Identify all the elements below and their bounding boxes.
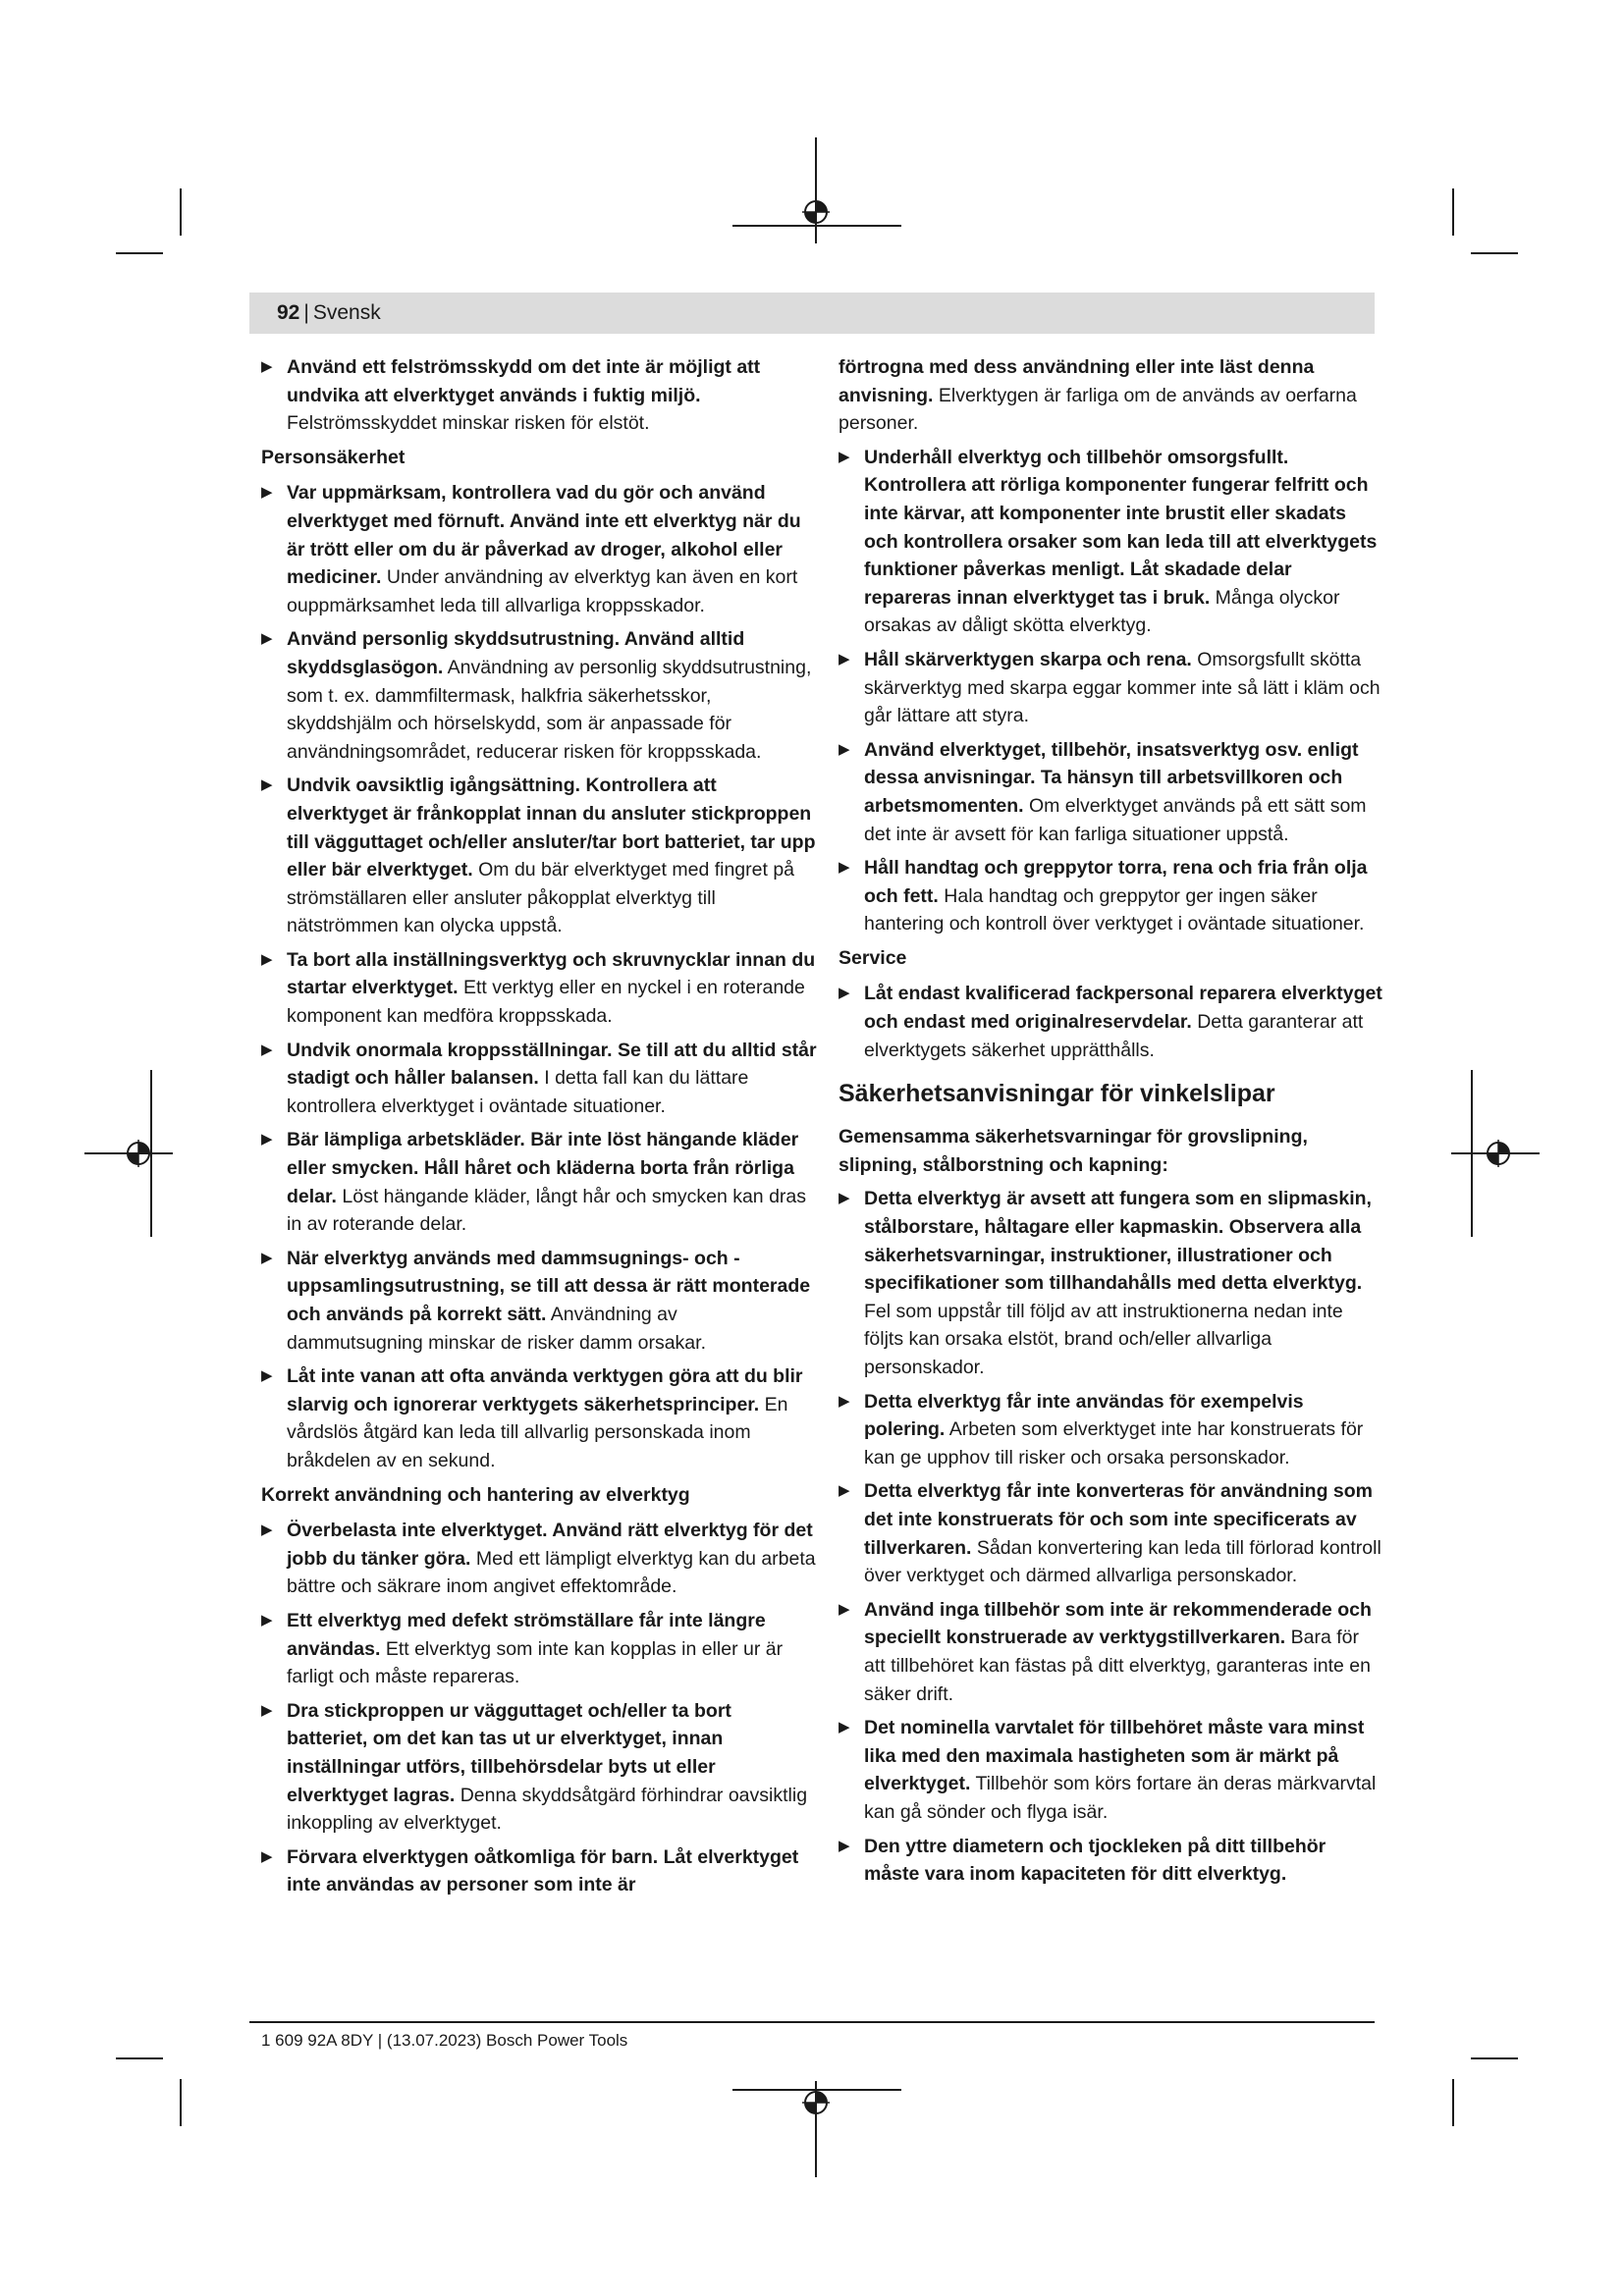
list-item: [261, 479, 817, 619]
item-lead: Håll skärverktygen skarpa och rena.: [864, 648, 1192, 670]
continued-item: [839, 353, 1382, 438]
list-item: [839, 1388, 1382, 1472]
list-item: [839, 1714, 1382, 1826]
item-lead: Dra stickproppen ur vägguttaget och/eller ta bort batteriet, om det kan tas ut ur elverktyget, innan inställningar utförs, tillbehörsdelar byts ut eller elverktyget lagras.: [287, 1699, 731, 1806]
crop-mark: [1471, 2057, 1518, 2059]
item-lead: Detta elverktyg får inte användas för exempelvis polering.: [864, 1390, 1304, 1441]
list-general: [839, 444, 1382, 938]
crop-mark: [1452, 2079, 1454, 2126]
item-text: Detta garanterar att elverktygets säkerhet upprätthålls.: [864, 1011, 1364, 1061]
item-text: Felströmsskyddet minskar risken för elstöt.: [287, 412, 650, 435]
list-angle-grinder: [839, 1185, 1382, 1888]
bullet-arrow-icon: ▶: [261, 776, 273, 794]
item-text: Arbeten som elverktyget inte har konstruerats för kan ge upphov till risker och orsaka personskador.: [864, 1418, 1364, 1468]
item-lead: Håll handtag och greppytor torra, rena och fria från olja och fett.: [864, 857, 1368, 907]
list-item: [839, 1185, 1382, 1381]
right-column: [839, 353, 1382, 1895]
registration-line: [815, 137, 817, 243]
list-item: [839, 1833, 1382, 1889]
bullet-arrow-icon: ▶: [261, 1367, 273, 1385]
item-lead: Ta bort alla inställningsverktyg och skruvnycklar innan du startar elverktyget.: [287, 948, 816, 999]
list-item: [261, 772, 817, 940]
bullet-arrow-icon: ▶: [839, 448, 850, 465]
item-lead: Använd ett felströmsskydd om det inte är möjligt att undvika att elverktyget används i fuktig miljö.: [287, 356, 761, 406]
item-lead: Den yttre diametern och tjockleken på ditt tillbehör måste vara inom kapaciteten för ditt elverktyg.: [864, 1835, 1326, 1886]
item-text: Om elverktyget används på ett sätt som det inte är avsett för kan farliga situationer uppstå.: [864, 794, 1367, 845]
item-text: Omsorgsfullt skötta skärverktyg med skarpa eggar kommer inte så lätt i kläm och går lättare att styra.: [864, 648, 1380, 727]
crop-mark: [180, 188, 182, 236]
item-text: Många olyckor orsakas av dåligt skötta elverktyg.: [864, 586, 1340, 637]
item-lead: Låt inte vanan att ofta använda verktygen göra att du blir slarvig och ignorerar verktygets säkerhetsprinciper.: [287, 1365, 803, 1415]
list-item: [839, 1596, 1382, 1708]
bullet-arrow-icon: ▶: [261, 1131, 273, 1148]
item-text: Med ett lämpligt elverktyg kan du arbeta bättre och säkrare inom angivet effektområde.: [287, 1547, 816, 1598]
item-lead: Överbelasta inte elverktyget. Använd rätt elverktyg för det jobb du tänker göra.: [287, 1520, 813, 1570]
item-text: Bara för att tillbehöret kan fästas på ditt elverktyg, garanteras inte en säker drift.: [864, 1627, 1371, 1705]
item-lead: Detta elverktyg är avsett att fungera som en slipmaskin, stålborstare, håltagare eller kapmaskin. Observera alla säkerhetsvarningar, instruktioner, illustrationer och specifikationer som tillhandahålls med detta elverktyg.: [864, 1188, 1372, 1295]
bullet-arrow-icon: ▶: [261, 1611, 273, 1629]
item-text: En vårdslös åtgärd kan leda till allvarlig personskada inom bråkdelen av en sekund.: [287, 1393, 788, 1471]
bullet-arrow-icon: ▶: [261, 1041, 273, 1058]
item-text: I detta fall kan du lättare kontrollera elverktyget i oväntade situationer.: [287, 1067, 749, 1117]
bullet-arrow-icon: ▶: [839, 985, 850, 1002]
list-item: [839, 444, 1382, 640]
bullet-arrow-icon: ▶: [839, 859, 850, 877]
section-heading-personal: Personsäkerhet: [261, 446, 406, 468]
list-item: [839, 854, 1382, 938]
registration-target-icon: [802, 2089, 830, 2116]
item-text: Användning av dammutsugning minskar de risker damm orsakar.: [287, 1304, 706, 1354]
item-lead: Underhåll elverktyg och tillbehör omsorgsfullt. Kontrollera att rörliga komponenter fungerar felfritt och inte kärvar, att komponenter inte brustit eller skadats och kontrollera orsaker som kan leda till att elverktygets funktioner påverkas menligt. Låt skadade delar repareras innan elverktyget tas i bruk.: [864, 446, 1378, 609]
list-item: [261, 1126, 817, 1238]
list-correct-use: [261, 1517, 817, 1899]
crop-mark: [1452, 188, 1454, 236]
footer-rule: [249, 2021, 1375, 2023]
bullet-arrow-icon: ▶: [261, 1249, 273, 1266]
item-text: Tillbehör som körs fortare än deras märkvarvtal kan gå sönder och flyga isär.: [864, 1773, 1377, 1823]
list-item: [261, 625, 817, 766]
page-footer: 1 609 92A 8DY | (13.07.2023) Bosch Power Tools: [261, 2031, 628, 2050]
list-item: [261, 353, 817, 438]
header-language: Svensk: [312, 301, 381, 324]
item-text: Användning av personlig skyddsutrustning, som t. ex. dammfiltermask, halkfria säkerhetsskor, skyddshjälm och hörselskydd, som är anpassade för användningsområdet, reducerar risken för kroppsskada.: [287, 656, 812, 763]
bullet-arrow-icon: ▶: [839, 1600, 850, 1618]
item-text: Löst hängande kläder, långt hår och smycken kan dras in av roterande delar.: [287, 1185, 807, 1236]
item-lead: Det nominella varvtalet för tillbehöret måste vara minst lika med den maximala hastigheten som är märkt på elverktyget.: [864, 1717, 1365, 1795]
list-item: [261, 946, 817, 1031]
list-item: [261, 1037, 817, 1121]
list-item: [261, 1697, 817, 1838]
item-lead: Var uppmärksam, kontrollera vad du gör och använd elverktyget med förnuft. Använd inte ett elverktyg när du är trött eller om du är påverkad av droger, alkohol eller mediciner.: [287, 482, 801, 589]
crop-mark: [180, 2079, 182, 2126]
left-column: [261, 353, 817, 1905]
registration-target-icon: [125, 1140, 152, 1167]
bullet-arrow-icon: ▶: [839, 650, 850, 667]
group-heading: Gemensamma säkerhetsvarningar för grovslipning, slipning, stålborstning och kapning:: [839, 1126, 1308, 1176]
registration-target-icon: [1485, 1140, 1512, 1167]
page-header: [277, 300, 381, 326]
item-text: Fel som uppstår till följd av att instruktionerna nedan inte följts kan orsaka elstöt, brand och/eller allvarliga personskador.: [864, 1300, 1343, 1378]
item-text: Om du bär elverktyget med fingret på strömställaren eller ansluter påkopplat elverktyg till nätströmmen kan olycka uppstå.: [287, 859, 795, 937]
item-text: Ett verktyg eller en nyckel i en roterande komponent kan medföra kroppsskada.: [287, 977, 805, 1028]
item-text: Denna skyddsåtgärd förhindrar oavsiktlig inkoppling av elverktyget.: [287, 1784, 808, 1835]
bullet-arrow-icon: ▶: [839, 1482, 850, 1500]
header-separator: |: [303, 301, 309, 324]
item-lead: Bär lämpliga arbetskläder. Bär inte löst hängande kläder eller smycken. Håll håret och kläderna borta från rörliga delar.: [287, 1129, 799, 1207]
bullet-arrow-icon: ▶: [261, 950, 273, 968]
bullet-arrow-icon: ▶: [839, 1190, 850, 1207]
crop-mark: [1471, 252, 1518, 254]
bullet-arrow-icon: ▶: [261, 1522, 273, 1539]
item-lead: Detta elverktyg får inte konverteras för användning som det inte konstruerats för och som inte specificerats av tillverkaren.: [864, 1480, 1373, 1559]
item-text: Ett elverktyg som inte kan kopplas in eller ur är farligt och måste repareras.: [287, 1637, 784, 1688]
page-header-band: [249, 293, 1375, 334]
list-item: [261, 1517, 817, 1601]
bullet-arrow-icon: ▶: [261, 358, 273, 375]
registration-target-icon: [802, 198, 830, 226]
bullet-arrow-icon: ▶: [839, 1392, 850, 1410]
bullet-arrow-icon: ▶: [261, 484, 273, 502]
list-personal: [261, 479, 817, 1474]
item-lead: Undvik oavsiktlig igångsättning. Kontrollera att elverktyget är frånkopplat innan du ansluter stickproppen till vägguttaget och/eller ansluter/tar bort batteriet, tar upp eller bär elverktyget.: [287, 774, 816, 881]
bullet-arrow-icon: ▶: [261, 1701, 273, 1719]
list-item: [261, 1607, 817, 1691]
list-item: [839, 980, 1382, 1064]
item-lead: Använd elverktyget, tillbehör, insatsverktyg osv. enligt dessa anvisningar. Ta hänsyn till arbetsvillkoren och arbetsmomenten.: [864, 738, 1359, 817]
item-text: Under användning av elverktyg kan även en kort ouppmärksamhet leda till allvarliga kroppsskador.: [287, 566, 798, 616]
bullet-arrow-icon: ▶: [261, 1847, 273, 1865]
bullet-arrow-icon: ▶: [261, 630, 273, 648]
section-heading-angle-grinder: Säkerhetsanvisningar för vinkelslipar: [839, 1080, 1275, 1108]
item-lead: Använd personlig skyddsutrustning. Använd alltid skyddsglasögon.: [287, 628, 745, 678]
crop-mark: [116, 2057, 163, 2059]
bullet-arrow-icon: ▶: [839, 1837, 850, 1854]
item-lead: Låt endast kvalificerad fackpersonal reparera elverktyget och endast med originalreservdelar.: [864, 983, 1382, 1034]
list-item: [839, 736, 1382, 848]
item-text: Sådan konvertering kan leda till förlorad kontroll över verktyget och därmed allvarliga personskador.: [864, 1536, 1381, 1587]
list-item: [261, 1245, 817, 1357]
bullet-arrow-icon: ▶: [839, 740, 850, 758]
list-service: [839, 980, 1382, 1064]
bullet-arrow-icon: ▶: [839, 1719, 850, 1736]
list-item: [839, 1477, 1382, 1589]
item-lead: Använd inga tillbehör som inte är rekommenderade och speciellt konstruerade av verktygstillverkaren.: [864, 1598, 1372, 1649]
list-item: [261, 1362, 817, 1474]
page-number: 92: [277, 301, 300, 324]
section-heading-correct-use: Korrekt användning och hantering av elverktyg: [261, 1483, 690, 1506]
item-lead: förtrogna med dess användning eller inte läst denna anvisning.: [839, 356, 1315, 406]
item-lead: Undvik onormala kroppsställningar. Se till att du alltid står stadigt och håller balansen.: [287, 1039, 817, 1090]
item-text: Elverktygen är farliga om de används av oerfarna personer.: [839, 384, 1357, 435]
item-text: Hala handtag och greppytor ger ingen säker hantering och kontroll över verktyget i oväntade situationer.: [864, 884, 1365, 935]
item-lead: När elverktyg används med dammsugnings- och -uppsamlingsutrustning, se till att dessa är rätt monterade och används på korrekt sätt.: [287, 1247, 811, 1325]
list-item: [261, 1843, 817, 1899]
section-heading-service: Service: [839, 946, 907, 969]
crop-mark: [116, 252, 163, 254]
item-lead: Förvara elverktygen oåtkomliga för barn. Låt elverktyget inte användas av personer som inte är: [287, 1845, 799, 1896]
item-lead: Ett elverktyg med defekt strömställare får inte längre användas.: [287, 1609, 766, 1660]
list-item: [839, 646, 1382, 730]
